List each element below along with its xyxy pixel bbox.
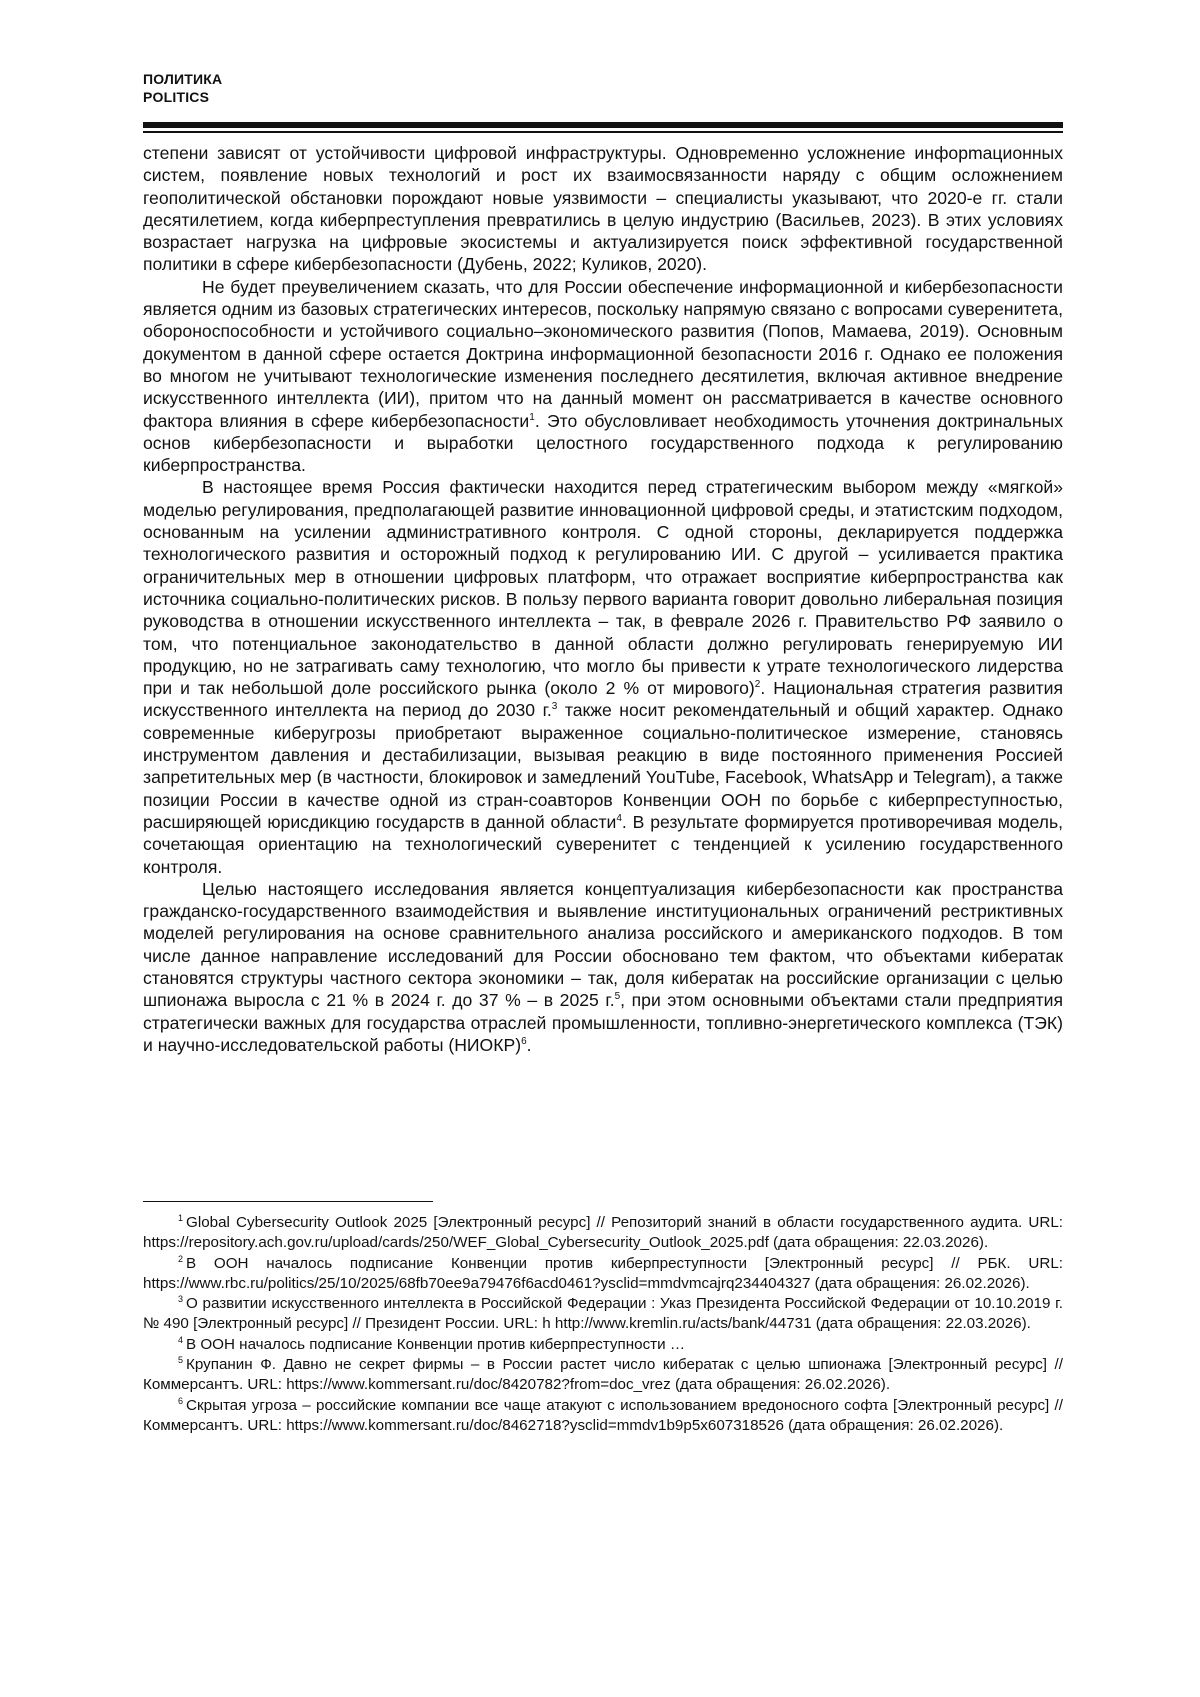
footnote-separator [143, 1201, 433, 1202]
footnote-4 [143, 1335, 1063, 1355]
paragraph-text: . [526, 1034, 532, 1055]
section-title-en: POLITICS [143, 89, 210, 105]
footnotes [143, 1213, 1063, 1436]
footnote-5 [143, 1355, 1063, 1396]
paragraph-text: степени зависят от устойчивости цифровой инфраструктуры. Одновременно усложнение инфорmационных систем, появление новых технологий и рост их взаимосвязанности наряду с общим осложнением геополитической обстановки порождают новые уязвимости – специалисты указывают, что 2020-е гг. стали десятилетием, когда киберпреступления превратились в целую индустрию (Васильев, 2023). В этих условиях возрастает нагрузка на цифровые экосистемы и актуализируется поиск эффективной государственной политики в сфере кибербезопасности (Дубень, 2022; Куликов, 2020). [143, 143, 1063, 275]
footnote-1 [143, 1213, 1063, 1254]
footnote-6 [143, 1396, 1063, 1437]
footnote-ref-6[interactable]: 6 [521, 1036, 527, 1048]
footnote-number: 5 [178, 1355, 184, 1366]
footnote-2 [143, 1254, 1063, 1295]
footnote-text: Крупанин Ф. Давно не секрет фирмы – в России растет число кибератак с целью шпионажа [Электронный ресурс] // Коммерсантъ. URL: https://www.kommersant.ru/doc/8420782?from=doc_vrez (дата обращения: 26.02.2026). [143, 1356, 1063, 1394]
footnote-text: В ООН началось подписание Конвенции против киберпреступности … [186, 1335, 686, 1353]
paragraph-4 [143, 878, 1063, 1056]
paragraph-1 [143, 142, 1063, 276]
footnote-ref-3[interactable]: 3 [551, 701, 558, 713]
paragraph-text: . В результате формируется противоречивая модель, сочетающая ориентацию на технологический суверенитет с тенденцией к усилению государственного контроля. [143, 811, 1063, 877]
footnote-text: О развитии искусственного интеллекта в Российской Федерации : Указ Президента Российской Федерации от 10.10.2019 г. № 490 [Электронный ресурс] // Президент России. URL: h http://www.kremlin.ru/acts/bank/44731 (дата обращения: 22.03.2026). [143, 1295, 1063, 1333]
footnote-ref-5[interactable]: 5 [614, 991, 621, 1003]
paragraph-text: . Это обусловливает необходимость уточнения доктринальных основ кибербезопасности и выработки целостного государственного подхода к регулированию киберпространства. [143, 410, 1063, 476]
footnote-text: Скрытая угроза – российские компании все чаще атакуют с использованием вредоносного софта [Электронный ресурс] // Коммерсантъ. URL: https://www.kommersant.ru/doc/8462718?ysclid=mmdv1b9p5x607318526 (дата обращения: 26.02.2026). [143, 1396, 1063, 1434]
paragraph-text: , при этом основными объектами стали предприятия стратегически важных для государства отраслей промышленности, топливно-энергетического комплекса (ТЭК) и научно-исследовательской работы (НИОКР) [143, 990, 1063, 1055]
paragraph-text: Не будет преувеличением сказать, что для России обеспечение информационной и кибербезопасности является одним из базовых стратегических интересов, поскольку напрямую связано с вопросами суверенитета, обороноспособности и устойчивого социально–экономического развития (Попов, Мамаева, 2019). Основным документом в данной сфере остается Доктрина информационной безопасности 2016 г. Однако ее положения во многом не учитывают технологические изменения последнего десятилетия, включая активное внедрение искусственного интеллекта (ИИ), притом что на данный момент он рассматривается в качестве основного фактора влияния в сфере кибербезопасности [143, 276, 1063, 431]
section-title-ru: ПОЛИТИКА [143, 71, 223, 87]
paragraph-text: Целью настоящего исследования является концептуализация кибербезопасности как пространства гражданско-государственного взаимодействия и выявление институциональных ограничений рестриктивных моделей регулирования на основе сравнительного анализа российского и американского подходов. В том числе данное направление исследований для России обосновано тем фактом, что объектами кибератак становятся структуры частного сектора экономики – так, доля кибератак на российские организации с целью шпионажа выросла с 21 % в 2024 г. до 37 % – в 2025 г. [143, 878, 1063, 1011]
footnote-3 [143, 1294, 1063, 1335]
header-rule-thick [143, 122, 1063, 128]
paragraph-text: . Национальная стратегия развития искусственного интеллекта на период до 2030 г. [143, 678, 1063, 721]
footnote-number: 2 [178, 1253, 184, 1264]
footnote-text: Global Cybersecurity Outlook 2025 [Электронный ресурс] // Репозиторий знаний в области государственного аудита. URL: https://repository.ach.gov.ru/upload/cards/250/WEF_Global_Cybersecurity_Outlook_2025.pdf (дата обращения: 22.03.2026). [143, 1214, 1063, 1252]
footnote-ref-1[interactable]: 1 [529, 411, 535, 423]
article-body [143, 142, 1063, 1056]
footnote-text: В ООН началось подписание Конвенции против киберпреступности [Электронный ресурс] // РБК. URL: https://www.rbc.ru/politics/25/10/2025/68fb70ee9a79476f6acd0461?ysclid=mmdvmcajrq234404327 (дата обращения: 26.02.2026). [143, 1254, 1063, 1292]
footnote-number: 4 [178, 1334, 184, 1345]
footnote-number: 3 [178, 1294, 184, 1305]
footnote-number: 6 [178, 1395, 184, 1406]
header-rule-thin [143, 131, 1063, 133]
paragraph-text: В настоящее время Россия фактически находится перед стратегическим выбором между «мягкой» моделью регулирования, предполагающей развитие инновационной цифровой среды, и этатистским подходом, основанным на усилении административного контроля. С одной стороны, декларируется поддержка технологического развития и осторожный подход к регулированию ИИ. С другой – усиливается практика ограничительных мер в отношении цифровых платформ, что отражает восприятие киберпространства как источника социально-политических рисков. В пользу первого варианта говорит довольно либеральная позиция руководства в отношении искусственного интеллекта – так, в феврале 2026 г. Правительство РФ заявило о том, что потенциальное законодательство в данной области должно регулировать генерируемую ИИ продукцию, но не затрагивать саму технологию, что могло бы привести к утрате технологического лидерства при и так небольшой доле российского рынка (около 2 % от мирового) [143, 477, 1063, 699]
footnote-ref-2[interactable]: 2 [754, 679, 761, 691]
paragraph-3 [143, 476, 1063, 877]
paragraph-text: также носит рекомендательный и общий характер. Однако современные киберугрозы приобретают выраженное социально-политическое измерение, становясь инструментом давления и дестабилизации, вызывая реакцию в виде постоянного применения Россией запретительных мер (в частности, блокировок и замедлений YouTube, Facebook, WhatsApp и Telegram), а также позиции России в качестве одной из стран-соавторов Конвенции ООН по борьбе с киберпреступностью, расширяющей юрисдикцию государств в данной области [143, 700, 1063, 832]
running-head [143, 70, 222, 106]
paragraph-2 [143, 276, 1063, 477]
footnote-ref-4[interactable]: 4 [616, 813, 622, 825]
footnote-number: 1 [178, 1212, 184, 1223]
